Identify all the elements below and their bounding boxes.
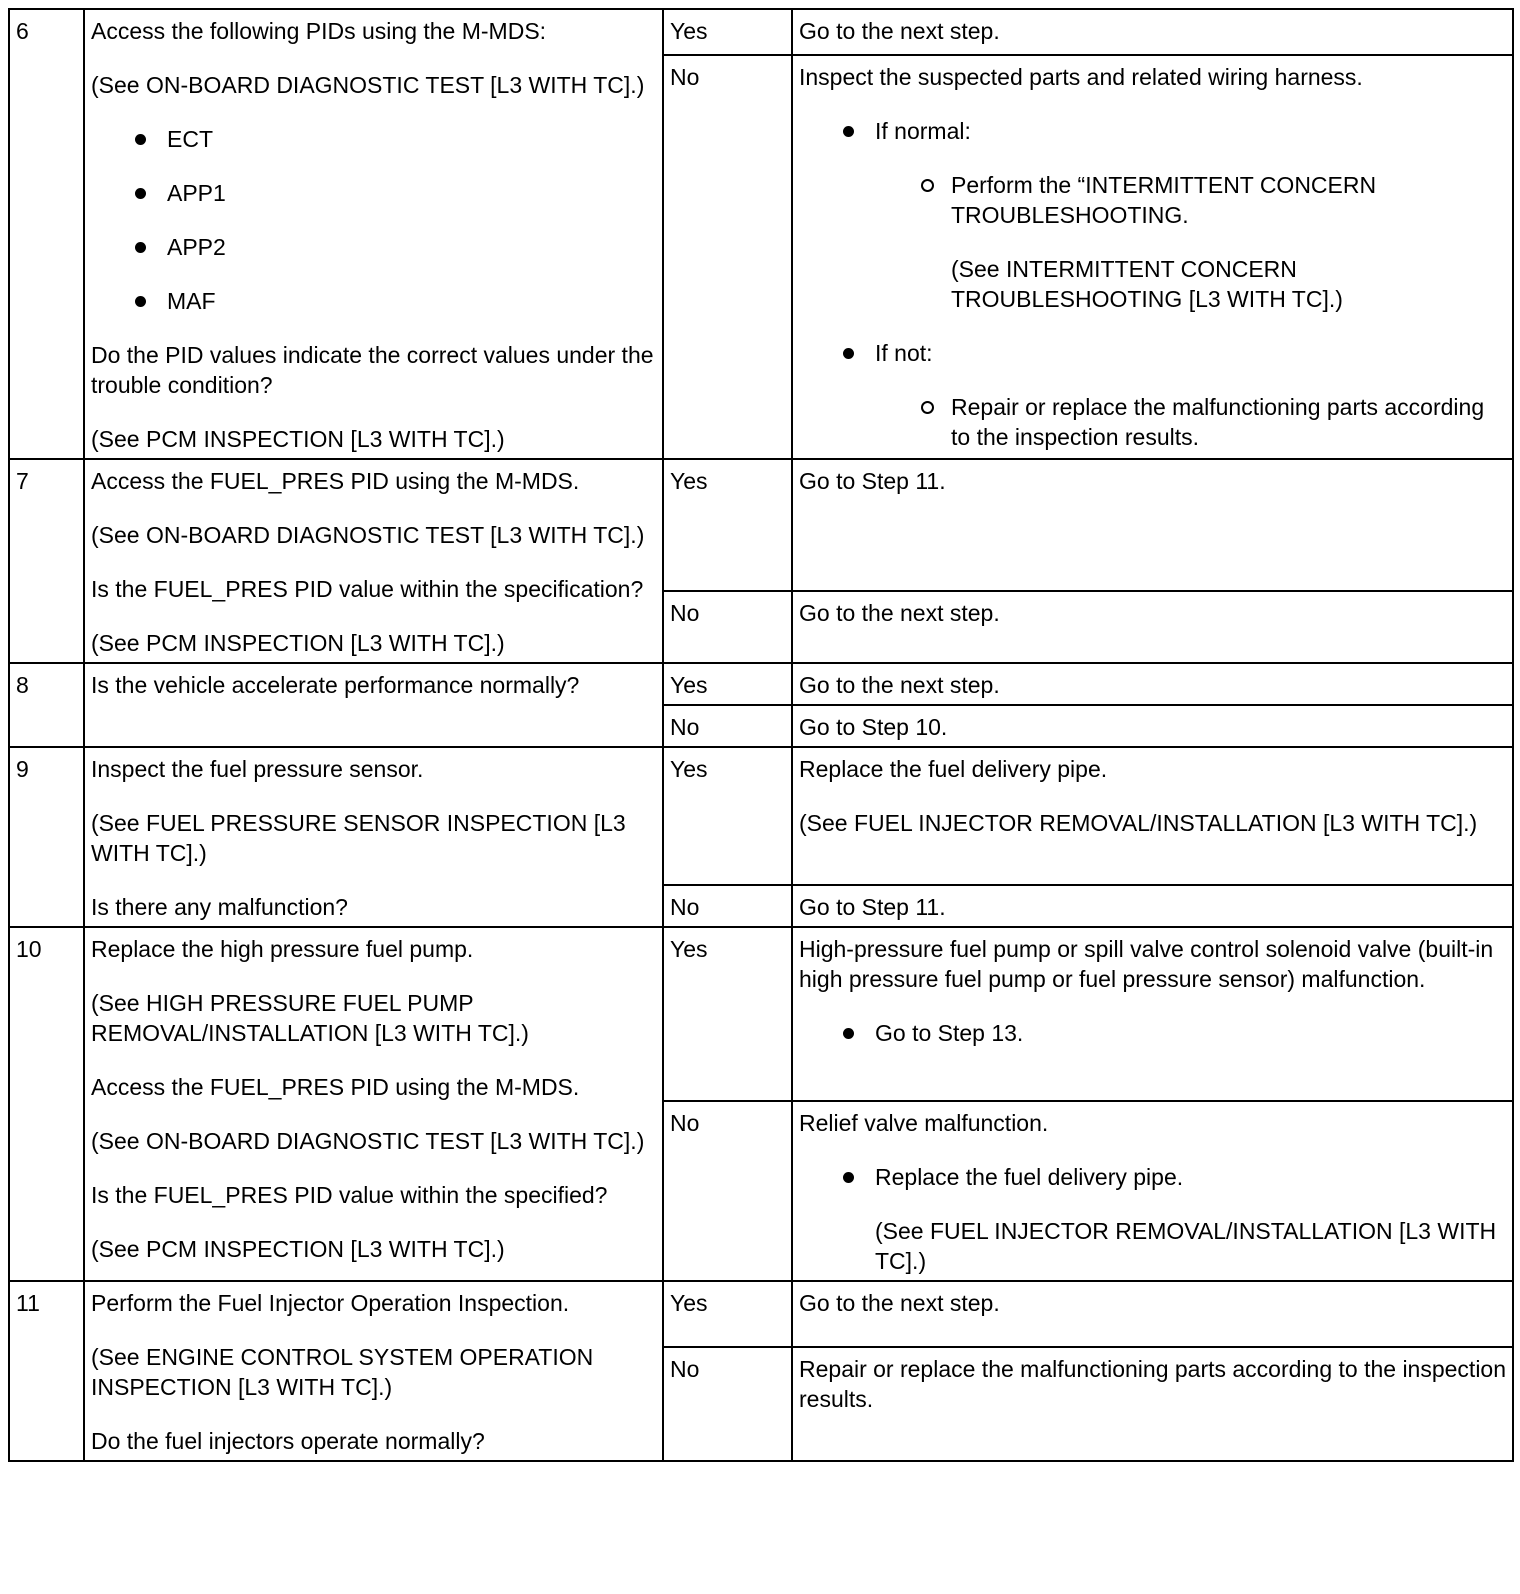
step-9-row-yes bbox=[9, 747, 1513, 885]
step-number: 8 bbox=[9, 663, 84, 747]
condition-item bbox=[799, 116, 1506, 314]
step-action-cell bbox=[84, 459, 663, 663]
step-10-row-yes bbox=[9, 927, 1513, 1101]
bullet-item bbox=[799, 1162, 1506, 1276]
condition-label: If not: bbox=[875, 340, 933, 366]
step-number: 7 bbox=[9, 459, 84, 663]
step-number: 9 bbox=[9, 747, 84, 927]
pid-item: MAF bbox=[91, 286, 656, 316]
step-6-row-yes bbox=[9, 9, 1513, 55]
no-result-text: Inspect the suspected parts and related wiring harness. bbox=[799, 64, 1363, 90]
no-result-text: Relief valve malfunction. bbox=[799, 1110, 1049, 1136]
reference-text: (See PCM INSPECTION [L3 WITH TC].) bbox=[91, 1236, 505, 1262]
sub-action-item bbox=[875, 170, 1506, 314]
yes-result-cell bbox=[792, 747, 1513, 885]
yes-label: Yes bbox=[663, 9, 792, 55]
yes-label: Yes bbox=[663, 1281, 792, 1347]
no-result-cell bbox=[792, 1101, 1513, 1281]
reference-text: (See FUEL PRESSURE SENSOR INSPECTION [L3 WITH TC].) bbox=[91, 810, 626, 866]
sub-action-item: Repair or replace the malfunctioning parts according to the inspection results. bbox=[875, 392, 1506, 452]
no-result: Go to Step 10. bbox=[792, 705, 1513, 747]
no-result: Go to the next step. bbox=[792, 591, 1513, 663]
step-number: 11 bbox=[9, 1281, 84, 1461]
reference-text: (See PCM INSPECTION [L3 WITH TC].) bbox=[91, 426, 505, 452]
no-label: No bbox=[663, 885, 792, 927]
no-label: No bbox=[663, 1347, 792, 1461]
action-text: Access the following PIDs using the M-MDS: bbox=[91, 18, 547, 44]
yes-result-cell bbox=[792, 927, 1513, 1101]
sub-action-list bbox=[875, 170, 1506, 314]
reference-text: (See ON-BOARD DIAGNOSTIC TEST [L3 WITH TC].) bbox=[91, 522, 645, 548]
question-text: Do the PID values indicate the correct values under the trouble condition? bbox=[91, 342, 654, 398]
sub-action-text: Perform the “INTERMITTENT CONCERN TROUBLESHOOTING. bbox=[951, 172, 1377, 228]
question-text: Is the FUEL_PRES PID value within the specified? bbox=[91, 1182, 608, 1208]
action-text: Access the FUEL_PRES PID using the M-MDS. bbox=[91, 1074, 580, 1100]
reference-text: (See PCM INSPECTION [L3 WITH TC].) bbox=[91, 630, 505, 656]
action-text: Access the FUEL_PRES PID using the M-MDS. bbox=[91, 468, 580, 494]
step-action-cell bbox=[84, 1281, 663, 1461]
bullet-item: Go to Step 13. bbox=[799, 1018, 1506, 1048]
pid-item: ECT bbox=[91, 124, 656, 154]
yes-result-text: High-pressure fuel pump or spill valve control solenoid valve (built-in high pressure fuel pump or fuel pressure sensor) malfunction. bbox=[799, 936, 1494, 992]
step-7-row-yes bbox=[9, 459, 1513, 591]
condition-label: If normal: bbox=[875, 118, 971, 144]
reference-text: (See FUEL INJECTOR REMOVAL/INSTALLATION [L3 WITH TC].) bbox=[799, 810, 1478, 836]
step-8-row-yes bbox=[9, 663, 1513, 705]
step-number: 10 bbox=[9, 927, 84, 1281]
sub-action-list bbox=[875, 392, 1506, 452]
reference-text: (See ENGINE CONTROL SYSTEM OPERATION INSPECTION [L3 WITH TC].) bbox=[91, 1344, 594, 1400]
yes-label: Yes bbox=[663, 747, 792, 885]
no-result: Repair or replace the malfunctioning parts according to the inspection results. bbox=[792, 1347, 1513, 1461]
step-action-cell bbox=[84, 747, 663, 927]
question-text: Is there any malfunction? bbox=[91, 894, 348, 920]
yes-result: Go to the next step. bbox=[792, 1281, 1513, 1347]
troubleshooting-table bbox=[8, 8, 1514, 1462]
step-action-cell bbox=[84, 9, 663, 459]
reference-text: (See FUEL INJECTOR REMOVAL/INSTALLATION [L3 WITH TC].) bbox=[875, 1218, 1497, 1274]
pid-list bbox=[91, 124, 656, 316]
yes-label: Yes bbox=[663, 459, 792, 591]
bullet-list bbox=[799, 1018, 1506, 1048]
question-text: Is the vehicle accelerate performance normally? bbox=[84, 663, 663, 747]
bullet-list bbox=[799, 1162, 1506, 1276]
question-text: Do the fuel injectors operate normally? bbox=[91, 1428, 485, 1454]
action-text: Inspect the fuel pressure sensor. bbox=[91, 756, 424, 782]
yes-label: Yes bbox=[663, 663, 792, 705]
yes-result-text: Replace the fuel delivery pipe. bbox=[799, 756, 1108, 782]
question-text: Is the FUEL_PRES PID value within the specification? bbox=[91, 576, 644, 602]
condition-list bbox=[799, 116, 1506, 452]
no-label: No bbox=[663, 591, 792, 663]
yes-result: Go to the next step. bbox=[792, 663, 1513, 705]
no-label: No bbox=[663, 705, 792, 747]
no-result-cell bbox=[792, 55, 1513, 459]
no-label: No bbox=[663, 55, 792, 459]
bullet-text: Replace the fuel delivery pipe. bbox=[875, 1164, 1184, 1190]
pid-item: APP1 bbox=[91, 178, 656, 208]
action-text: Perform the Fuel Injector Operation Inspection. bbox=[91, 1290, 570, 1316]
yes-label: Yes bbox=[663, 927, 792, 1101]
action-text: Replace the high pressure fuel pump. bbox=[91, 936, 474, 962]
yes-result: Go to the next step. bbox=[792, 9, 1513, 55]
step-action-cell bbox=[84, 927, 663, 1281]
no-result: Go to Step 11. bbox=[792, 885, 1513, 927]
pid-item: APP2 bbox=[91, 232, 656, 262]
reference-text: (See ON-BOARD DIAGNOSTIC TEST [L3 WITH TC].) bbox=[91, 72, 645, 98]
reference-text: (See INTERMITTENT CONCERN TROUBLESHOOTING [L3 WITH TC].) bbox=[951, 256, 1343, 312]
condition-item bbox=[799, 338, 1506, 452]
no-label: No bbox=[663, 1101, 792, 1281]
reference-text: (See ON-BOARD DIAGNOSTIC TEST [L3 WITH TC].) bbox=[91, 1128, 645, 1154]
reference-text: (See HIGH PRESSURE FUEL PUMP REMOVAL/INSTALLATION [L3 WITH TC].) bbox=[91, 990, 529, 1046]
step-number: 6 bbox=[9, 9, 84, 459]
step-11-row-yes bbox=[9, 1281, 1513, 1347]
yes-result: Go to Step 11. bbox=[792, 459, 1513, 591]
